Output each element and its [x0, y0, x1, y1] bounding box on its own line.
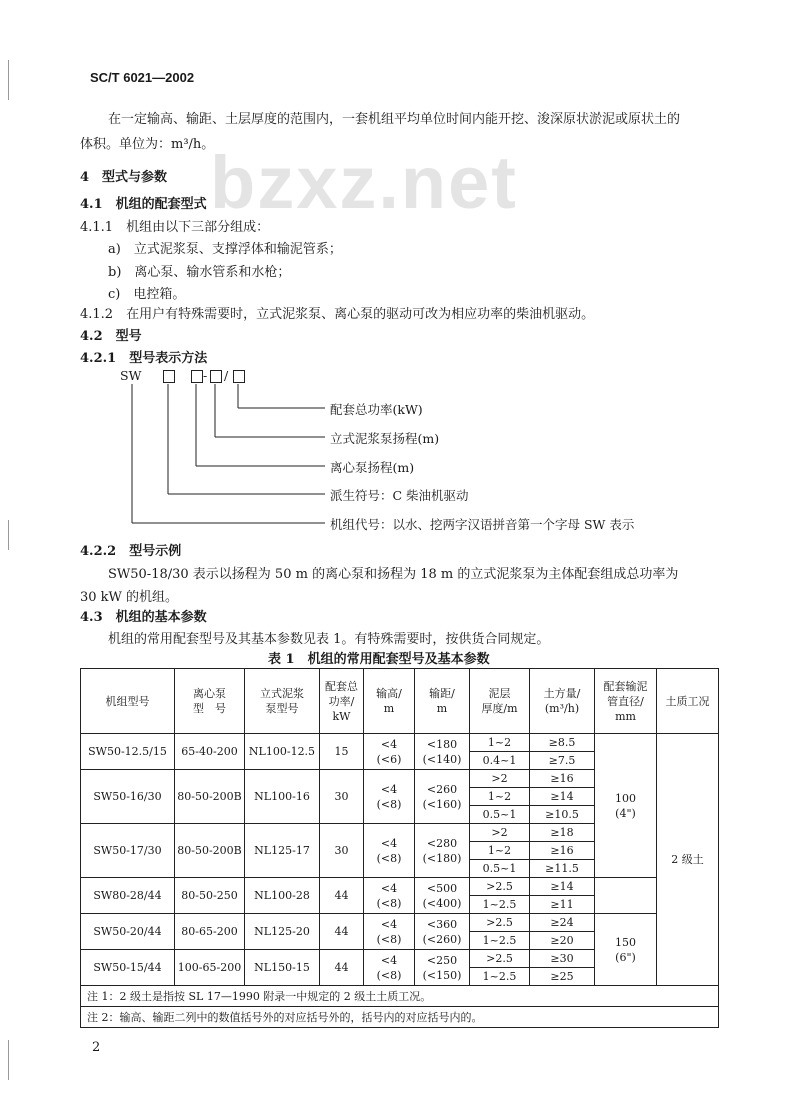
cell-centrifugal-pump: 65-40-200 [175, 734, 245, 770]
cell-layer: >2.5 [470, 950, 530, 968]
list-item-a: a) 立式泥浆泵、支撑浮体和输泥管系； [108, 242, 342, 257]
table-row [81, 914, 719, 932]
intro-line-2: 体积。单位为：m³/h。 [80, 137, 215, 152]
header-model: 机组型号 [81, 669, 175, 734]
cell-volume: ≥10.5 [530, 806, 595, 824]
cell-distance: <180 (<140) [415, 734, 470, 770]
cell-layer: 1~2 [470, 842, 530, 860]
params-table [80, 668, 719, 1028]
cell-distance: <280 (<180) [415, 824, 470, 878]
table-note: 注 2：输高、输距二列中的数值括号外的对应括号外的，括号内的对应括号内的。 [81, 1007, 719, 1028]
intro-line-1: 在一定输高、输距、土层厚度的范围内，一套机组平均单位时间内能开挖、浚深原状淤泥或原状土的 [108, 112, 681, 127]
cell-layer: 1~2.5 [470, 896, 530, 914]
cell-volume: ≥11.5 [530, 860, 595, 878]
cell-centrifugal-pump: 80-50-200B [175, 770, 245, 824]
diagram-label-pump-head: 离心泵扬程(m) [330, 460, 415, 475]
cell-model: SW50-17/30 [81, 824, 175, 878]
header-pipe-diameter: 配套输泥 管直径/ mm [595, 669, 657, 734]
cell-distance: <250 (<150) [415, 950, 470, 986]
cell-layer: 1~2 [470, 788, 530, 806]
example-line-1: SW50-18/30 表示以扬程为 50 m 的离心泵和扬程为 18 m 的立式泥浆泵为主体配套组成总功率为 [108, 567, 679, 582]
cell-layer: >2.5 [470, 878, 530, 896]
cell-height: <4 (<8) [364, 914, 415, 950]
cell-distance: <260 (<160) [415, 770, 470, 824]
cell-layer: 1~2.5 [470, 968, 530, 986]
cell-layer: 0.4~1 [470, 752, 530, 770]
cell-power: 44 [320, 914, 364, 950]
table-row [81, 734, 719, 752]
header-volume: 土方量/ (m³/h) [530, 669, 595, 734]
section-4-3-heading: 4.3 机组的基本参数 [80, 610, 207, 625]
section-4-2-heading: 4.2 型号 [80, 329, 142, 344]
cell-slurry-pump: NL125-20 [245, 914, 320, 950]
section-4-2-1-heading: 4.2.1 型号表示方法 [80, 351, 208, 366]
header-centrifugal-pump: 离心泵 型 号 [175, 669, 245, 734]
cell-volume: ≥24 [530, 914, 595, 932]
example-line-2: 30 kW 的机组。 [80, 590, 179, 605]
watermark: bzxz.net [210, 141, 518, 224]
cell-height: <4 (<8) [364, 770, 415, 824]
diagram-label-derivative: 派生符号：C 柴油机驱动 [330, 488, 469, 503]
cell-volume: ≥18 [530, 824, 595, 842]
params-intro: 机组的常用配套型号及其基本参数见表 1。有特殊需要时，按供货合同规定。 [108, 632, 550, 647]
list-item-b: b) 离心泵、输水管系和水枪； [108, 265, 291, 280]
cell-volume: ≥14 [530, 878, 595, 896]
cell-volume: ≥20 [530, 932, 595, 950]
cell-height: <4 (<8) [364, 824, 415, 878]
cell-model: SW50-16/30 [81, 770, 175, 824]
cell-power: 44 [320, 878, 364, 914]
cell-soil-condition: 2 级土 [657, 734, 719, 986]
cell-layer: 1~2 [470, 734, 530, 752]
cell-layer: 0.5~1 [470, 806, 530, 824]
cell-power: 30 [320, 770, 364, 824]
standard-code: SC/T 6021—2002 [90, 70, 195, 85]
table-note-row [81, 1007, 719, 1028]
cell-volume: ≥8.5 [530, 734, 595, 752]
section-4-1-heading: 4.1 机组的配套型式 [80, 197, 207, 212]
header-distance: 输距/ m [415, 669, 470, 734]
cell-model: SW50-12.5/15 [81, 734, 175, 770]
diagram-label-unit-code: 机组代号：以水、挖两字汉语拼音第一个字母 SW 表示 [330, 517, 635, 532]
cell-height: <4 (<6) [364, 734, 415, 770]
cell-model: SW50-20/44 [81, 914, 175, 950]
cell-centrifugal-pump: 80-65-200 [175, 914, 245, 950]
cell-distance: <360 (<260) [415, 914, 470, 950]
cell-model: SW50-15/44 [81, 950, 175, 986]
header-slurry-pump: 立式泥浆 泵型号 [245, 669, 320, 734]
list-item-c: c) 电控箱。 [108, 287, 186, 302]
cell-volume: ≥25 [530, 968, 595, 986]
cell-volume: ≥11 [530, 896, 595, 914]
cell-layer: >2 [470, 824, 530, 842]
cell-layer: 1~2.5 [470, 932, 530, 950]
cell-slurry-pump: NL100-12.5 [245, 734, 320, 770]
diagram-label-slurry-head: 立式泥浆泵扬程(m) [330, 431, 440, 446]
section-4-heading: 4 型式与参数 [80, 170, 168, 185]
cell-slurry-pump: NL125-17 [245, 824, 320, 878]
section-4-1-2: 4.1.2 在用户有特殊需要时，立式泥浆泵、离心泵的驱动可改为相应功率的柴油机驱动。 [80, 307, 595, 322]
cell-slurry-pump: NL100-28 [245, 878, 320, 914]
header-power: 配套总 功率/ kW [320, 669, 364, 734]
section-4-1-1: 4.1.1 机组由以下三部分组成： [80, 220, 270, 235]
cell-power: 30 [320, 824, 364, 878]
cell-pipe-diameter: 150 (6") [595, 914, 657, 986]
table-note: 注 1：2 级土是指按 SL 17—1990 附录一中规定的 2 级土土质工况。 [81, 986, 719, 1007]
model-prefix: SW [120, 368, 142, 383]
cell-power: 44 [320, 950, 364, 986]
header-layer: 泥层 厚度/m [470, 669, 530, 734]
cell-power: 15 [320, 734, 364, 770]
cell-centrifugal-pump: 80-50-200B [175, 824, 245, 878]
cell-volume: ≥16 [530, 842, 595, 860]
model-slash: / [224, 368, 229, 383]
cell-layer: >2 [470, 770, 530, 788]
cell-centrifugal-pump: 80-50-250 [175, 878, 245, 914]
table-row [81, 878, 719, 896]
header-soil: 土质工况 [657, 669, 719, 734]
cell-distance: <500 (<400) [415, 878, 470, 914]
cell-volume: ≥30 [530, 950, 595, 968]
cell-slurry-pump: NL150-15 [245, 950, 320, 986]
cell-height: <4 (<8) [364, 878, 415, 914]
cell-layer: >2.5 [470, 914, 530, 932]
cell-model: SW80-28/44 [81, 878, 175, 914]
table-header-row [81, 669, 719, 734]
page-number: 2 [92, 1040, 101, 1055]
cell-pipe-diameter: 100 (4") [595, 734, 657, 878]
table-caption: 表 1 机组的常用配套型号及基本参数 [268, 652, 490, 667]
cell-volume: ≥14 [530, 788, 595, 806]
header-height: 输高/ m [364, 669, 415, 734]
cell-slurry-pump: NL100-16 [245, 770, 320, 824]
model-dash: - [203, 368, 208, 383]
cell-height: <4 (<8) [364, 950, 415, 986]
table-note-row [81, 986, 719, 1007]
diagram-label-power: 配套总功率(kW) [330, 402, 423, 417]
cell-volume: ≥7.5 [530, 752, 595, 770]
cell-centrifugal-pump: 100-65-200 [175, 950, 245, 986]
section-4-2-2-heading: 4.2.2 型号示例 [80, 544, 182, 559]
cell-layer: 0.5~1 [470, 860, 530, 878]
cell-volume: ≥16 [530, 770, 595, 788]
